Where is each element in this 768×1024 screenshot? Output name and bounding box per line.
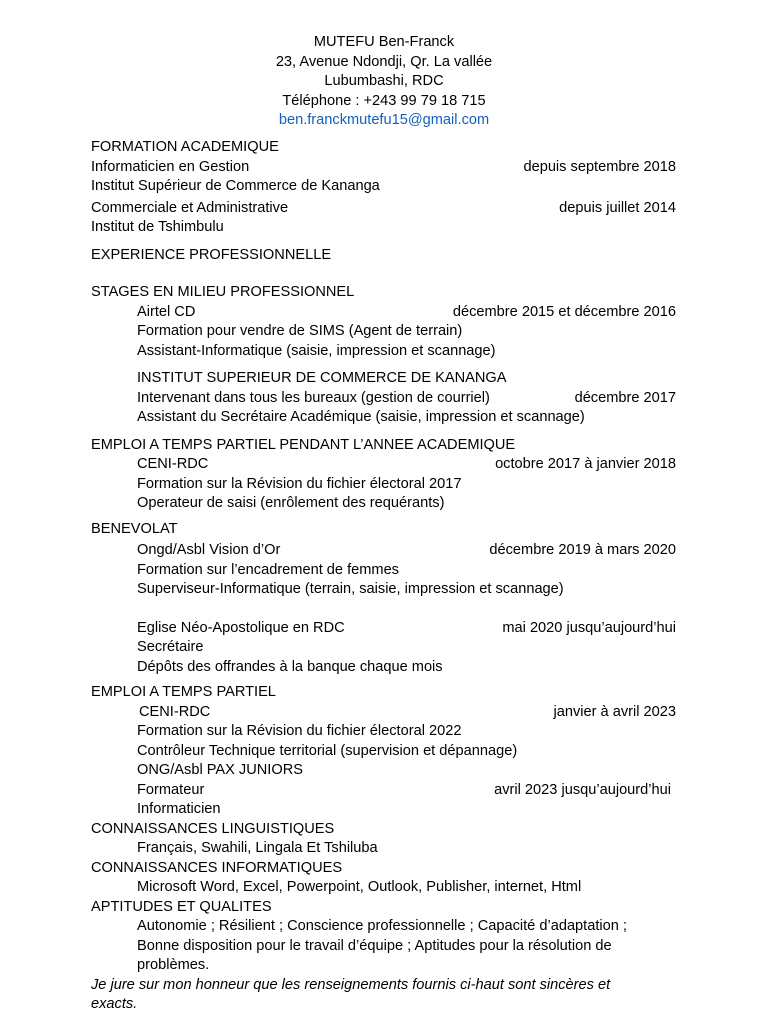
phone-line: Téléphone : +243 99 79 18 715	[282, 92, 486, 109]
emploi-partiel-1-line-2: Contrôleur Technique territorial (supervision et dépannage)	[137, 742, 518, 759]
formation-2-date: depuis juillet 2014	[559, 199, 676, 216]
emploi-partiel-1-org: CENI-RDC	[139, 703, 211, 720]
aptitudes-line-3: problèmes.	[137, 957, 210, 973]
benevolat-2-org: Eglise Néo-Apostolique en RDC	[137, 619, 345, 636]
emploi-academique-date: octobre 2017 à janvier 2018	[495, 456, 676, 472]
emploi-partiel-1-date: janvier à avril 2023	[553, 703, 676, 720]
emploi-partiel-1-line-1: Formation sur la Révision du fichier électoral 2022	[137, 723, 462, 739]
section-title-stages: STAGES EN MILIEU PROFESSIONNEL	[91, 284, 355, 300]
stage-2-org: INSTITUT SUPERIEUR DE COMMERCE DE KANANGA	[137, 370, 507, 386]
formation-entry-1	[91, 158, 676, 178]
emploi-academique-line-1: Formation sur la Révision du fichier électoral 2017	[137, 475, 462, 492]
section-title-formation: FORMATION ACADEMIQUE	[91, 139, 279, 155]
emploi-partiel-2-line-1: Formateur	[137, 781, 205, 798]
cv-body	[91, 138, 676, 1015]
formation-1-date: depuis septembre 2018	[523, 158, 676, 175]
stage-1-line-2: Assistant-Informatique (saisie, impression et scannage)	[137, 342, 496, 359]
oath-statement: Je jure sur mon honneur que les renseignements fournis ci-haut sont sincères et exacts.	[91, 976, 611, 1012]
section-title-emploi-academique: EMPLOI A TEMPS PARTIEL PENDANT L’ANNEE ACADEMIQUE	[91, 436, 516, 453]
section-title-langues: CONNAISSANCES LINGUISTIQUES	[91, 820, 335, 837]
section-title-emploi-partiel: EMPLOI A TEMPS PARTIEL	[91, 684, 276, 700]
stage-1-org: Airtel CD	[137, 303, 196, 320]
section-title-experience: EXPERIENCE PROFESSIONNELLE	[91, 246, 332, 263]
aptitudes-line-1: Autonomie ; Résilient ; Conscience professionnelle ; Capacité d’adaptation ;	[137, 918, 627, 934]
email-link[interactable]: ben.franckmutefu15@gmail.com	[278, 112, 490, 129]
stage-2-line-2: Assistant du Secrétaire Académique (saisie, impression et scannage)	[137, 409, 585, 425]
emploi-partiel-entry-1	[91, 703, 676, 723]
section-title-aptitudes: APTITUDES ET QUALITES	[91, 898, 272, 915]
stage-2-line-1: Intervenant dans tous les bureaux (gestion de courriel)	[137, 389, 490, 406]
benevolat-2-date: mai 2020 jusqu’aujourd’hui	[502, 619, 676, 636]
benevolat-entry-1	[91, 541, 676, 561]
stage-2-date: décembre 2017	[574, 389, 676, 406]
benevolat-1-date: décembre 2019 à mars 2020	[489, 542, 676, 558]
benevolat-1-org: Ongd/Asbl Vision d’Or	[137, 542, 281, 558]
candidate-name: MUTEFU Ben-Franck	[313, 34, 455, 50]
benevolat-2-line-2: Dépôts des offrandes à la banque chaque mois	[137, 658, 443, 675]
aptitudes-line-2: Bonne disposition pour le travail d’équipe ; Aptitudes pour la résolution de	[137, 937, 612, 954]
stage-entry-1	[91, 303, 676, 323]
formation-2-title: Commerciale et Administrative	[91, 199, 289, 216]
emploi-partiel-entry-2	[91, 781, 676, 801]
stage-1-line-1: Formation pour vendre de SIMS (Agent de terrain)	[137, 323, 463, 339]
emploi-partiel-2-line-2: Informaticien	[137, 801, 221, 817]
benevolat-1-line-2: Superviseur-Informatique (terrain, saisie, impression et scannage)	[137, 581, 564, 597]
formation-1-title: Informaticien en Gestion	[91, 158, 250, 175]
emploi-academique-entry	[91, 455, 676, 475]
cv-header	[0, 33, 768, 131]
benevolat-1-line-1: Formation sur l’encadrement de femmes	[137, 561, 399, 578]
city-line: Lubumbashi, RDC	[324, 73, 444, 90]
formation-1-school: Institut Supérieur de Commerce de Kananga	[91, 178, 380, 194]
emploi-academique-line-2: Operateur de saisi (enrôlement des requérants)	[137, 495, 445, 511]
emploi-partiel-2-org: ONG/Asbl PAX JUNIORS	[137, 762, 303, 778]
benevolat-entry-2	[91, 619, 676, 639]
section-title-informatique: CONNAISSANCES INFORMATIQUES	[91, 859, 343, 876]
formation-2-school: Institut de Tshimbulu	[91, 219, 224, 235]
stage-entry-2	[91, 389, 676, 409]
emploi-partiel-2-date: avril 2023 jusqu’aujourd’hui	[494, 781, 671, 798]
langues-value: Français, Swahili, Lingala Et Tshiluba	[137, 840, 378, 856]
stage-1-date: décembre 2015 et décembre 2016	[452, 303, 676, 320]
emploi-academique-org: CENI-RDC	[137, 456, 209, 472]
formation-entry-2	[91, 199, 676, 219]
benevolat-2-line-1: Secrétaire	[137, 639, 204, 655]
address-line: 23, Avenue Ndondji, Qr. La vallée	[275, 53, 493, 70]
section-title-benevolat: BENEVOLAT	[91, 520, 178, 537]
informatique-value: Microsoft Word, Excel, Powerpoint, Outlook, Publisher, internet, Html	[137, 879, 582, 895]
